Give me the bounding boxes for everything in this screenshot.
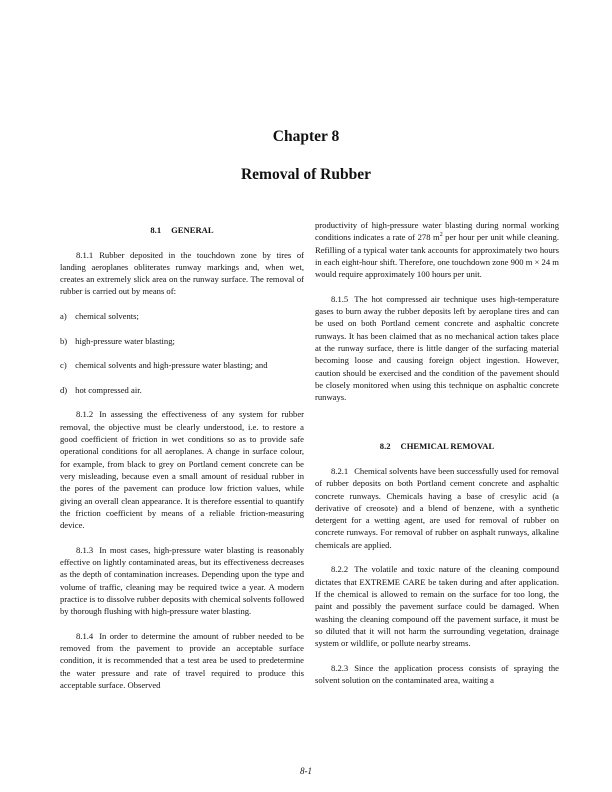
section-heading-chemical-removal bbox=[315, 440, 559, 452]
paragraph-8-1-5 bbox=[315, 293, 559, 404]
paragraph-text: Chemical solvents have been successfully used for removal of rubber deposits on both Portland cement concrete and asphaltic concrete runways. Chemicals having a base of cresylic acid (a derivative of creosote) and a blend of benzene, with a synthetic detergent for a wetting agent, are used for removal of rubber on concrete runways. For removal of rubber on asphalt runways, alkaline chemicals are applied. bbox=[315, 465, 559, 550]
paragraph-number: 8.1.4 bbox=[76, 630, 94, 641]
paragraph-number: 8.2.3 bbox=[331, 662, 349, 673]
paragraph-text: The hot compressed air technique uses high-temperature gases to burn away the rubber deposits left by aeroplane tires and can be used on both Portland cement concrete and asphaltic concrete runways. It has been claimed that as no mechanical action takes place at the runway surface, there is little danger of the surfacing material becoming loose and causing foreign object ingestion. However, caution should be exercised and the condition of the pavement should be closely monitored when using this technique on asphaltic concrete runways. bbox=[315, 293, 559, 403]
chapter-number: Chapter 8 bbox=[272, 128, 340, 145]
paragraph-8-1-2 bbox=[60, 408, 304, 531]
list-item bbox=[60, 359, 304, 371]
list-label: b) bbox=[60, 335, 68, 346]
list-item bbox=[60, 310, 304, 322]
paragraph-text: In assessing the effectiveness of any system for rubber removal, the objective must be clearly understood, i.e. to restore a good coefficient of friction in wet conditions so as to provide safe operational conditions for all aeroplanes. A change in surface colour, for example, from black to grey on Portland cement concrete can be very misleading, because even a small amount of residual rubber in the pores of the pavement can produce low friction values, while giving an overall clean appearance. It is therefore essential to quantify the friction coefficient by means of a reliable friction-measuring device. bbox=[60, 409, 304, 531]
section-heading-general bbox=[60, 224, 304, 236]
paragraph-text: per hour per unit while cleaning. Refilling of a typical water tank accounts for approximately two hours in each eight-hour shift. Therefore, one touchdown zone 900 m × 24 m would require approximately 100 hours per unit. bbox=[315, 232, 560, 280]
paragraph-number: 8.1.1 bbox=[76, 249, 94, 260]
section-number: 8.2 bbox=[379, 441, 391, 452]
paragraph-text: In order to determine the amount of rubber needed to be removed from the pavement to provide an acceptable surface condition, it is recommended that a test area be used to predetermine the water pressure and rate of travel required to produce this acceptable surface. Observed bbox=[60, 630, 304, 690]
paragraph-number: 8.2.1 bbox=[331, 465, 349, 476]
list-label: c) bbox=[60, 360, 67, 371]
paragraph-8-1-3 bbox=[60, 544, 304, 618]
list-text: hot compressed air. bbox=[75, 384, 142, 395]
paragraph-number: 8.1.5 bbox=[331, 293, 349, 304]
section-number: 8.1 bbox=[150, 225, 162, 235]
paragraph-8-2-2 bbox=[315, 563, 559, 649]
paragraph-text: Since the application process consists of spraying the solvent solution on the contaminated area, waiting a bbox=[315, 662, 559, 685]
paragraph-number: 8.1.3 bbox=[76, 544, 94, 555]
list-item bbox=[60, 335, 304, 347]
list-item bbox=[60, 384, 304, 396]
list-label: a) bbox=[60, 311, 67, 322]
paragraph-8-1-1 bbox=[60, 249, 304, 298]
paragraph-text: In most cases, high-pressure water blasting is reasonably effective on lightly contaminated areas, but its effectiveness decreases as the depth of contamination increases. Depending upon the type and volume of traffic, cleaning may be required twice a year. A modern practice is to dissolve rubber deposits with chemical solvents followed by thorough flushing with high-pressure water blasting. bbox=[60, 544, 304, 617]
superscript: 2 bbox=[439, 232, 443, 239]
paragraph-text: The volatile and toxic nature of the cleaning compound dictates that EXTREME CARE be taken during and after application. If the chemical is allowed to remain on the surface for too long, the paint and possibly the pavement surface could be damaged. When washing the cleaning compound off the pavement surface, it must be so diluted that it will not harm the surrounding vegetation, drainage system or wildlife, or pollute nearby streams. bbox=[315, 564, 559, 649]
paragraph-8-1-4-continued bbox=[315, 219, 559, 280]
list-text: high-pressure water blasting; bbox=[75, 335, 175, 346]
chapter-title: Removal of Rubber bbox=[240, 166, 372, 183]
paragraph-8-1-4 bbox=[60, 630, 304, 691]
paragraph-text: productivity of high-pressure water blasting during normal working conditions indicates a rate of 278 m bbox=[315, 220, 559, 243]
left-column bbox=[60, 224, 304, 691]
paragraph-8-2-3 bbox=[315, 662, 559, 687]
section-title: GENERAL bbox=[171, 225, 214, 235]
list-text: chemical solvents and high-pressure water blasting; and bbox=[75, 360, 268, 371]
paragraph-8-2-1 bbox=[315, 465, 559, 551]
section-title: CHEMICAL REMOVAL bbox=[400, 441, 495, 452]
right-column bbox=[315, 219, 559, 686]
list-label: d) bbox=[60, 384, 68, 395]
paragraph-text: Rubber deposited in the touchdown zone by tires of landing aeroplanes obliterates runway markings and, when wet, creates an extremely slick area on the runway surface. The removal of rubber is carried out by means of: bbox=[60, 249, 304, 297]
paragraph-number: 8.2.2 bbox=[331, 564, 349, 575]
page-number: 8-1 bbox=[300, 766, 312, 776]
list-text: chemical solvents; bbox=[75, 311, 139, 322]
paragraph-number: 8.1.2 bbox=[76, 409, 94, 420]
